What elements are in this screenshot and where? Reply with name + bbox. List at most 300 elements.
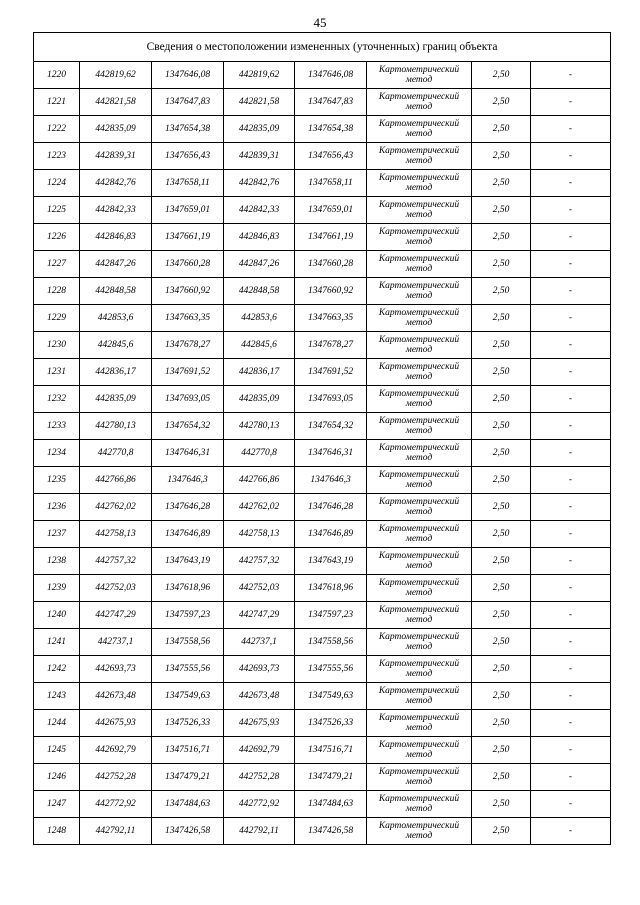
description-cell: - [531, 737, 611, 764]
point-number-cell: 1248 [34, 818, 80, 845]
y-existing-cell: 1347646,89 [152, 521, 224, 548]
point-number-cell: 1222 [34, 116, 80, 143]
method-cell [367, 143, 472, 170]
x-existing-cell: 442758,13 [80, 521, 152, 548]
method-cell [367, 737, 472, 764]
y-existing-cell: 1347484,63 [152, 791, 224, 818]
y-existing-cell: 1347647,83 [152, 89, 224, 116]
x-existing-cell: 442675,93 [80, 710, 152, 737]
method-line-2: метод [405, 372, 433, 382]
table-row [34, 413, 611, 440]
y-existing-cell: 1347646,3 [152, 467, 224, 494]
method-cell [367, 413, 472, 440]
method-cell [367, 278, 472, 305]
method-line-1: Картометрический [378, 416, 460, 426]
x-existing-cell: 442766,86 [80, 467, 152, 494]
accuracy-cell: 2,50 [472, 116, 531, 143]
table-row [34, 521, 611, 548]
accuracy-cell: 2,50 [472, 440, 531, 467]
method-line-2: метод [405, 318, 433, 328]
y-refined-cell: 1347647,83 [295, 89, 367, 116]
description-cell: - [531, 89, 611, 116]
method-line-1: Картометрический [378, 605, 460, 615]
y-existing-cell: 1347646,28 [152, 494, 224, 521]
method-line-2: метод [405, 345, 433, 355]
x-existing-cell: 442737,1 [80, 629, 152, 656]
y-refined-cell: 1347646,28 [295, 494, 367, 521]
point-number-cell: 1247 [34, 791, 80, 818]
table-row [34, 737, 611, 764]
method-line-2: метод [405, 399, 433, 409]
method-line-1: Картометрический [378, 740, 460, 750]
point-number-cell: 1220 [34, 62, 80, 89]
accuracy-cell: 2,50 [472, 170, 531, 197]
y-existing-cell: 1347618,96 [152, 575, 224, 602]
x-existing-cell: 442772,92 [80, 791, 152, 818]
method-cell [367, 656, 472, 683]
accuracy-cell: 2,50 [472, 143, 531, 170]
y-existing-cell: 1347558,56 [152, 629, 224, 656]
accuracy-cell: 2,50 [472, 332, 531, 359]
point-number-cell: 1244 [34, 710, 80, 737]
method-line-2: метод [405, 723, 433, 733]
point-number-cell: 1234 [34, 440, 80, 467]
table-row [34, 332, 611, 359]
y-refined-cell: 1347484,63 [295, 791, 367, 818]
x-existing-cell: 442762,02 [80, 494, 152, 521]
y-refined-cell: 1347693,05 [295, 386, 367, 413]
table-title-row [34, 33, 611, 62]
point-number-cell: 1227 [34, 251, 80, 278]
x-refined-cell: 442752,03 [224, 575, 295, 602]
description-cell: - [531, 278, 611, 305]
point-number-cell: 1228 [34, 278, 80, 305]
y-existing-cell: 1347479,21 [152, 764, 224, 791]
y-refined-cell: 1347526,33 [295, 710, 367, 737]
table-row [34, 548, 611, 575]
table-row [34, 305, 611, 332]
accuracy-cell: 2,50 [472, 548, 531, 575]
x-existing-cell: 442835,09 [80, 116, 152, 143]
y-existing-cell: 1347555,56 [152, 656, 224, 683]
method-line-1: Картометрический [378, 497, 460, 507]
method-line-1: Картометрический [378, 767, 460, 777]
x-refined-cell: 442848,58 [224, 278, 295, 305]
method-line-2: метод [405, 534, 433, 544]
table-row [34, 440, 611, 467]
y-existing-cell: 1347693,05 [152, 386, 224, 413]
point-number-cell: 1229 [34, 305, 80, 332]
accuracy-cell: 2,50 [472, 224, 531, 251]
table-body [34, 62, 611, 845]
method-cell [367, 791, 472, 818]
method-line-1: Картометрический [378, 632, 460, 642]
x-existing-cell: 442846,83 [80, 224, 152, 251]
accuracy-cell: 2,50 [472, 683, 531, 710]
description-cell: - [531, 575, 611, 602]
x-refined-cell: 442842,33 [224, 197, 295, 224]
table-row [34, 656, 611, 683]
point-number-cell: 1233 [34, 413, 80, 440]
x-existing-cell: 442821,58 [80, 89, 152, 116]
table-row [34, 197, 611, 224]
description-cell: - [531, 629, 611, 656]
description-cell: - [531, 818, 611, 845]
method-cell [367, 710, 472, 737]
x-refined-cell: 442693,73 [224, 656, 295, 683]
y-existing-cell: 1347643,19 [152, 548, 224, 575]
x-existing-cell: 442757,32 [80, 548, 152, 575]
method-cell [367, 62, 472, 89]
y-existing-cell: 1347656,43 [152, 143, 224, 170]
description-cell: - [531, 710, 611, 737]
method-line-1: Картометрический [378, 173, 460, 183]
method-line-1: Картометрический [378, 254, 460, 264]
accuracy-cell: 2,50 [472, 89, 531, 116]
description-cell: - [531, 440, 611, 467]
description-cell: - [531, 224, 611, 251]
accuracy-cell: 2,50 [472, 413, 531, 440]
point-number-cell: 1241 [34, 629, 80, 656]
table-row [34, 359, 611, 386]
method-line-1: Картометрический [378, 146, 460, 156]
table-row [34, 602, 611, 629]
x-existing-cell: 442693,73 [80, 656, 152, 683]
method-cell [367, 332, 472, 359]
point-number-cell: 1235 [34, 467, 80, 494]
accuracy-cell: 2,50 [472, 791, 531, 818]
x-refined-cell: 442792,11 [224, 818, 295, 845]
method-line-1: Картометрический [378, 470, 460, 480]
accuracy-cell: 2,50 [472, 521, 531, 548]
method-cell [367, 818, 472, 845]
method-line-1: Картометрический [378, 794, 460, 804]
method-line-1: Картометрический [378, 119, 460, 129]
method-cell [367, 197, 472, 224]
y-existing-cell: 1347678,27 [152, 332, 224, 359]
point-number-cell: 1230 [34, 332, 80, 359]
table-row [34, 683, 611, 710]
accuracy-cell: 2,50 [472, 575, 531, 602]
x-existing-cell: 442780,13 [80, 413, 152, 440]
y-refined-cell: 1347654,38 [295, 116, 367, 143]
description-cell: - [531, 197, 611, 224]
method-cell [367, 764, 472, 791]
y-refined-cell: 1347555,56 [295, 656, 367, 683]
method-line-2: метод [405, 561, 433, 571]
x-existing-cell: 442847,26 [80, 251, 152, 278]
description-cell: - [531, 251, 611, 278]
accuracy-cell: 2,50 [472, 251, 531, 278]
y-refined-cell: 1347678,27 [295, 332, 367, 359]
y-refined-cell: 1347597,23 [295, 602, 367, 629]
method-line-1: Картометрический [378, 659, 460, 669]
x-refined-cell: 442757,32 [224, 548, 295, 575]
method-cell [367, 521, 472, 548]
method-line-2: метод [405, 453, 433, 463]
method-cell [367, 251, 472, 278]
description-cell: - [531, 602, 611, 629]
method-line-2: метод [405, 210, 433, 220]
point-number-cell: 1245 [34, 737, 80, 764]
method-line-1: Картометрический [378, 551, 460, 561]
y-existing-cell: 1347661,19 [152, 224, 224, 251]
accuracy-cell: 2,50 [472, 467, 531, 494]
x-refined-cell: 442836,17 [224, 359, 295, 386]
y-existing-cell: 1347646,08 [152, 62, 224, 89]
x-refined-cell: 442853,6 [224, 305, 295, 332]
x-refined-cell: 442675,93 [224, 710, 295, 737]
accuracy-cell: 2,50 [472, 764, 531, 791]
point-number-cell: 1223 [34, 143, 80, 170]
method-cell [367, 575, 472, 602]
x-refined-cell: 442692,79 [224, 737, 295, 764]
page-number: 45 [313, 15, 327, 30]
description-cell: - [531, 764, 611, 791]
method-line-1: Картометрический [378, 308, 460, 318]
y-refined-cell: 1347663,35 [295, 305, 367, 332]
method-line-2: метод [405, 615, 433, 625]
table-row [34, 791, 611, 818]
method-cell [367, 602, 472, 629]
method-line-2: метод [405, 642, 433, 652]
x-refined-cell: 442835,09 [224, 116, 295, 143]
y-refined-cell: 1347691,52 [295, 359, 367, 386]
accuracy-cell: 2,50 [472, 386, 531, 413]
x-existing-cell: 442752,03 [80, 575, 152, 602]
y-existing-cell: 1347659,01 [152, 197, 224, 224]
y-refined-cell: 1347654,32 [295, 413, 367, 440]
method-line-1: Картометрический [378, 578, 460, 588]
method-cell [367, 170, 472, 197]
method-line-2: метод [405, 291, 433, 301]
description-cell: - [531, 521, 611, 548]
method-cell [367, 440, 472, 467]
method-cell [367, 467, 472, 494]
x-existing-cell: 442853,6 [80, 305, 152, 332]
accuracy-cell: 2,50 [472, 278, 531, 305]
y-existing-cell: 1347660,28 [152, 251, 224, 278]
x-existing-cell: 442752,28 [80, 764, 152, 791]
x-existing-cell: 442836,17 [80, 359, 152, 386]
description-cell: - [531, 683, 611, 710]
point-number-cell: 1246 [34, 764, 80, 791]
table-row [34, 89, 611, 116]
method-line-2: метод [405, 804, 433, 814]
accuracy-cell: 2,50 [472, 197, 531, 224]
method-line-2: метод [405, 831, 433, 841]
x-existing-cell: 442747,29 [80, 602, 152, 629]
accuracy-cell: 2,50 [472, 359, 531, 386]
y-existing-cell: 1347654,38 [152, 116, 224, 143]
y-refined-cell: 1347618,96 [295, 575, 367, 602]
method-line-2: метод [405, 264, 433, 274]
x-existing-cell: 442848,58 [80, 278, 152, 305]
method-line-2: метод [405, 426, 433, 436]
y-refined-cell: 1347658,11 [295, 170, 367, 197]
y-refined-cell: 1347646,3 [295, 467, 367, 494]
y-refined-cell: 1347479,21 [295, 764, 367, 791]
x-existing-cell: 442845,6 [80, 332, 152, 359]
point-number-cell: 1226 [34, 224, 80, 251]
method-cell [367, 548, 472, 575]
y-refined-cell: 1347646,08 [295, 62, 367, 89]
x-existing-cell: 442842,33 [80, 197, 152, 224]
x-refined-cell: 442780,13 [224, 413, 295, 440]
x-refined-cell: 442821,58 [224, 89, 295, 116]
method-cell [367, 359, 472, 386]
table-row [34, 467, 611, 494]
x-refined-cell: 442842,76 [224, 170, 295, 197]
description-cell: - [531, 143, 611, 170]
method-cell [367, 116, 472, 143]
x-refined-cell: 442845,6 [224, 332, 295, 359]
table-row [34, 818, 611, 845]
table-row [34, 224, 611, 251]
point-number-cell: 1239 [34, 575, 80, 602]
accuracy-cell: 2,50 [472, 629, 531, 656]
method-line-2: метод [405, 129, 433, 139]
x-refined-cell: 442819,62 [224, 62, 295, 89]
method-line-1: Картометрический [378, 227, 460, 237]
method-line-2: метод [405, 480, 433, 490]
x-refined-cell: 442846,83 [224, 224, 295, 251]
table-row [34, 386, 611, 413]
method-line-1: Картометрический [378, 443, 460, 453]
y-refined-cell: 1347426,58 [295, 818, 367, 845]
y-existing-cell: 1347658,11 [152, 170, 224, 197]
x-refined-cell: 442766,86 [224, 467, 295, 494]
accuracy-cell: 2,50 [472, 656, 531, 683]
y-refined-cell: 1347661,19 [295, 224, 367, 251]
x-refined-cell: 442847,26 [224, 251, 295, 278]
description-cell: - [531, 305, 611, 332]
y-refined-cell: 1347643,19 [295, 548, 367, 575]
table-row [34, 710, 611, 737]
accuracy-cell: 2,50 [472, 737, 531, 764]
y-existing-cell: 1347691,52 [152, 359, 224, 386]
x-refined-cell: 442673,48 [224, 683, 295, 710]
method-cell [367, 683, 472, 710]
method-line-2: метод [405, 156, 433, 166]
point-number-cell: 1231 [34, 359, 80, 386]
y-refined-cell: 1347646,89 [295, 521, 367, 548]
point-number-cell: 1238 [34, 548, 80, 575]
x-existing-cell: 442819,62 [80, 62, 152, 89]
point-number-cell: 1224 [34, 170, 80, 197]
table-row [34, 251, 611, 278]
y-refined-cell: 1347646,31 [295, 440, 367, 467]
accuracy-cell: 2,50 [472, 62, 531, 89]
table-row [34, 62, 611, 89]
y-refined-cell: 1347660,28 [295, 251, 367, 278]
description-cell: - [531, 656, 611, 683]
method-line-2: метод [405, 696, 433, 706]
x-refined-cell: 442762,02 [224, 494, 295, 521]
method-line-1: Картометрический [378, 686, 460, 696]
x-refined-cell: 442747,29 [224, 602, 295, 629]
method-cell [367, 494, 472, 521]
table-title: Сведения о местоположении измененных (уточненных) границ объекта [34, 33, 611, 62]
method-line-1: Картометрический [378, 362, 460, 372]
point-number-cell: 1237 [34, 521, 80, 548]
method-line-2: метод [405, 507, 433, 517]
x-refined-cell: 442772,92 [224, 791, 295, 818]
method-cell [367, 89, 472, 116]
method-cell [367, 386, 472, 413]
table-row [34, 170, 611, 197]
y-refined-cell: 1347549,63 [295, 683, 367, 710]
y-refined-cell: 1347659,01 [295, 197, 367, 224]
description-cell: - [531, 548, 611, 575]
description-cell: - [531, 359, 611, 386]
description-cell: - [531, 62, 611, 89]
x-existing-cell: 442692,79 [80, 737, 152, 764]
method-line-2: метод [405, 75, 433, 85]
description-cell: - [531, 386, 611, 413]
y-refined-cell: 1347660,92 [295, 278, 367, 305]
method-line-1: Картометрический [378, 65, 460, 75]
description-cell: - [531, 413, 611, 440]
point-number-cell: 1242 [34, 656, 80, 683]
x-existing-cell: 442839,31 [80, 143, 152, 170]
y-existing-cell: 1347663,35 [152, 305, 224, 332]
accuracy-cell: 2,50 [472, 602, 531, 629]
y-existing-cell: 1347646,31 [152, 440, 224, 467]
accuracy-cell: 2,50 [472, 305, 531, 332]
x-existing-cell: 442842,76 [80, 170, 152, 197]
x-refined-cell: 442737,1 [224, 629, 295, 656]
x-refined-cell: 442835,09 [224, 386, 295, 413]
accuracy-cell: 2,50 [472, 818, 531, 845]
y-refined-cell: 1347516,71 [295, 737, 367, 764]
x-refined-cell: 442758,13 [224, 521, 295, 548]
method-line-1: Картометрический [378, 200, 460, 210]
method-line-1: Картометрический [378, 281, 460, 291]
method-line-2: метод [405, 102, 433, 112]
method-line-2: метод [405, 588, 433, 598]
table-row [34, 575, 611, 602]
method-line-2: метод [405, 750, 433, 760]
table-row [34, 629, 611, 656]
x-refined-cell: 442770,8 [224, 440, 295, 467]
point-number-cell: 1243 [34, 683, 80, 710]
x-existing-cell: 442792,11 [80, 818, 152, 845]
table-row [34, 764, 611, 791]
method-line-1: Картометрический [378, 821, 460, 831]
y-refined-cell: 1347656,43 [295, 143, 367, 170]
accuracy-cell: 2,50 [472, 494, 531, 521]
point-number-cell: 1236 [34, 494, 80, 521]
point-number-cell: 1221 [34, 89, 80, 116]
x-existing-cell: 442770,8 [80, 440, 152, 467]
x-existing-cell: 442673,48 [80, 683, 152, 710]
method-line-1: Картометрический [378, 713, 460, 723]
method-line-1: Картометрический [378, 335, 460, 345]
method-line-2: метод [405, 237, 433, 247]
y-existing-cell: 1347426,58 [152, 818, 224, 845]
point-number-cell: 1232 [34, 386, 80, 413]
y-existing-cell: 1347660,92 [152, 278, 224, 305]
x-refined-cell: 442839,31 [224, 143, 295, 170]
description-cell: - [531, 494, 611, 521]
description-cell: - [531, 170, 611, 197]
y-existing-cell: 1347516,71 [152, 737, 224, 764]
accuracy-cell: 2,50 [472, 710, 531, 737]
method-line-1: Картометрический [378, 524, 460, 534]
method-line-1: Картометрический [378, 92, 460, 102]
method-line-2: метод [405, 669, 433, 679]
